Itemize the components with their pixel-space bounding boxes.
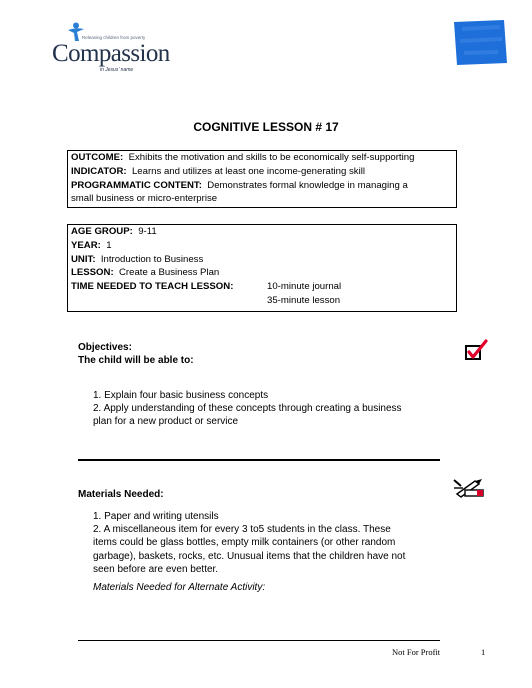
objectives-title	[78, 341, 194, 367]
page-title: COGNITIVE LESSON # 17	[193, 120, 339, 134]
materials-title: Materials Needed:	[78, 489, 164, 500]
outcome-row	[71, 151, 453, 165]
logo-brand: Compassion	[52, 40, 170, 67]
checkbox-check-icon	[464, 339, 488, 361]
logo-subtitle: in Jesus' name	[100, 67, 134, 73]
time-row	[71, 280, 453, 294]
outcome-text: Exhibits the motivation and skills to be economically self-supporting	[128, 152, 415, 163]
indicator-label: INDICATOR:	[71, 165, 127, 177]
section-divider	[78, 459, 440, 461]
blue-block-decoration	[452, 19, 509, 66]
objectives-subtitle: The child will be able to:	[78, 355, 194, 366]
year-label: YEAR:	[71, 239, 101, 251]
year-value: 1	[106, 239, 112, 251]
indicator-text: Learns and utilizes at least one income-generating skill	[131, 165, 365, 177]
logo-tagline: Releasing children from poverty	[82, 35, 146, 40]
footer-text: Not For Profit	[392, 647, 441, 657]
time-value-lesson: 35-minute lesson	[267, 294, 341, 306]
footer-divider	[78, 640, 440, 641]
outcome-box	[67, 150, 457, 208]
list-item: 2. A miscellaneous item for every 3 to5 students in the class. These	[93, 524, 391, 536]
list-item: plan for a new product or service	[93, 416, 239, 428]
compassion-logo	[52, 22, 170, 72]
content-text: Demonstrates formal knowledge in managing a	[207, 179, 408, 191]
time-value-journal: 10-minute journal	[267, 281, 342, 293]
time-row-2	[71, 294, 453, 308]
time-label: TIME NEEDED TO TEACH LESSON:	[71, 281, 234, 293]
list-item: 2. Apply understanding of these concepts through creating a business	[93, 403, 402, 415]
objectives-list	[93, 389, 402, 429]
indicator-row	[71, 165, 453, 179]
content-row-2: small business or micro-enterprise	[71, 193, 218, 205]
outcome-label: OUTCOME:	[71, 152, 124, 163]
materials-list	[93, 510, 405, 576]
page-number: 1	[481, 647, 486, 657]
age-row	[71, 225, 453, 239]
list-item: 1. Paper and writing utensils	[93, 511, 219, 522]
objectives-heading: Objectives:	[78, 342, 132, 353]
year-row	[71, 239, 453, 253]
list-item: garbage), baskets, rocks, etc. Unusual items that the children have not	[93, 550, 406, 562]
alternate-materials-title: Materials Needed for Alternate Activity:	[93, 582, 266, 593]
content-label: PROGRAMMATIC CONTENT:	[71, 179, 202, 191]
list-item: items could be glass bottles, empty milk containers (or other random	[93, 537, 396, 549]
age-label: AGE GROUP:	[71, 226, 133, 237]
lesson-label: LESSON:	[71, 267, 114, 279]
content-row	[71, 179, 453, 193]
unit-value: Introduction to Business	[100, 253, 204, 265]
list-item: seen before are even better.	[93, 563, 219, 575]
unit-label: UNIT:	[71, 253, 96, 265]
lesson-value: Create a Business Plan	[119, 267, 220, 279]
unit-row	[71, 253, 453, 267]
lesson-row	[71, 266, 453, 280]
age-value: 9-11	[138, 226, 157, 237]
lesson-info-box	[67, 224, 457, 312]
pencil-eraser-icon	[451, 476, 485, 500]
list-item: 1. Explain four basic business concepts	[93, 390, 269, 401]
